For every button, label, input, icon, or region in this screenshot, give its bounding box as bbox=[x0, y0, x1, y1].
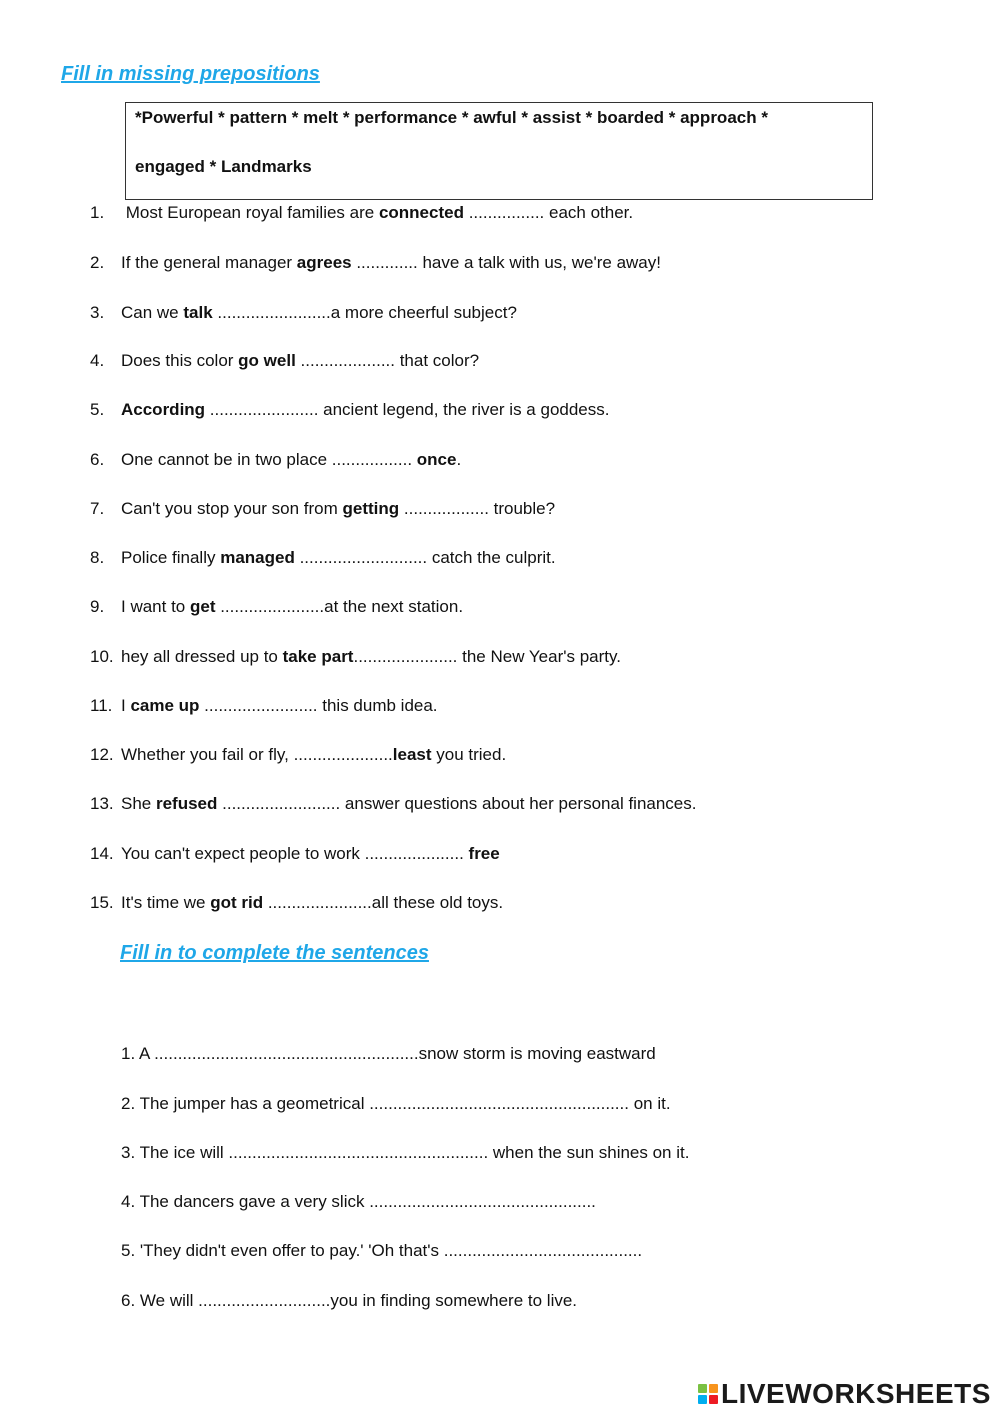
item-number: 3. bbox=[90, 303, 105, 322]
item-number: 5. bbox=[90, 400, 105, 419]
exercise-item bbox=[90, 843, 500, 865]
sentence-item: 4. The dancers gave a very slick ................................................ bbox=[121, 1192, 596, 1211]
item-number: 12. bbox=[90, 745, 114, 764]
item-text: ........................a more cheerful subject? bbox=[212, 303, 517, 322]
exercise-item bbox=[90, 547, 556, 569]
item-number: 11. bbox=[90, 696, 113, 715]
item-text: She bbox=[121, 794, 156, 813]
item-text: ........................... catch the culprit. bbox=[294, 548, 556, 567]
exercise-item bbox=[90, 498, 555, 520]
exercise-item bbox=[90, 399, 610, 421]
sentence-item: 6. We will ............................you in finding somewhere to live. bbox=[121, 1291, 578, 1310]
item-text: ......................... answer questions about her personal finances. bbox=[217, 794, 697, 813]
sentence-item: 1. A ........................................................snow storm is moving eastward bbox=[121, 1044, 656, 1063]
item-text: hey all dressed up to bbox=[121, 647, 283, 666]
item-text: ......................all these old toys. bbox=[263, 893, 504, 912]
exercise-item bbox=[90, 302, 517, 324]
exercise-item bbox=[90, 350, 479, 372]
section-heading-prepositions: Fill in missing prepositions bbox=[61, 63, 320, 85]
exercise-item bbox=[90, 202, 633, 224]
item-keyword: free bbox=[468, 844, 500, 863]
item-keyword: refused bbox=[155, 794, 218, 813]
exercise-item bbox=[90, 695, 438, 717]
item-text: Can we bbox=[121, 303, 184, 322]
item-keyword: got rid bbox=[210, 893, 264, 912]
item-number: 6. bbox=[90, 450, 105, 469]
item-text: Whether you fail or fly, ..................... bbox=[121, 745, 393, 764]
item-keyword: get bbox=[189, 597, 216, 616]
exercise-item bbox=[90, 252, 661, 274]
exercise-item bbox=[90, 449, 461, 471]
item-text: . bbox=[456, 450, 462, 469]
item-keyword: came up bbox=[130, 696, 200, 715]
sentence-item: 2. The jumper has a geometrical ....................................................... on it. bbox=[121, 1094, 671, 1113]
item-keyword: agrees bbox=[296, 253, 352, 272]
item-keyword: getting bbox=[342, 499, 400, 518]
exercise-item bbox=[90, 646, 621, 668]
item-text: Police finally bbox=[121, 548, 221, 567]
item-text: If the general manager bbox=[121, 253, 297, 272]
item-text: It's time we bbox=[121, 893, 211, 912]
item-number: 13. bbox=[90, 794, 114, 813]
exercise-item bbox=[90, 892, 503, 914]
item-number: 4. bbox=[90, 351, 105, 370]
item-text: I want to bbox=[121, 597, 190, 616]
item-text: you tried. bbox=[431, 745, 507, 764]
item-number: 2. bbox=[90, 253, 105, 272]
item-number: 7. bbox=[90, 499, 105, 518]
item-text: I bbox=[121, 696, 131, 715]
item-text: You can't expect people to work ..................... bbox=[121, 844, 469, 863]
item-text: One cannot be in two place ................. bbox=[121, 450, 417, 469]
item-text: Does this color bbox=[121, 351, 239, 370]
item-text: Most European royal families are bbox=[121, 203, 379, 222]
exercise-item bbox=[90, 793, 697, 815]
item-keyword: go well bbox=[238, 351, 296, 370]
liveworksheets-logo bbox=[698, 1378, 991, 1410]
sentence-item: 3. The ice will ....................................................... when the sun shines on it. bbox=[121, 1143, 690, 1162]
item-number: 8. bbox=[90, 548, 105, 567]
logo-blocks-icon bbox=[698, 1384, 718, 1404]
item-text: ........................ this dumb idea. bbox=[199, 696, 438, 715]
item-keyword: According bbox=[121, 400, 206, 419]
word-bank-line: *Powerful * pattern * melt * performance * awful * assist * boarded * approach * bbox=[135, 108, 768, 127]
item-text: Can't you stop your son from bbox=[121, 499, 343, 518]
item-keyword: connected bbox=[378, 203, 464, 222]
word-bank-box bbox=[125, 102, 873, 200]
item-text: ................ each other. bbox=[463, 203, 634, 222]
item-text: .................. trouble? bbox=[399, 499, 556, 518]
item-text: ....................... ancient legend, the river is a goddess. bbox=[205, 400, 610, 419]
word-bank-line: engaged * Landmarks bbox=[135, 157, 312, 176]
item-number: 1. bbox=[90, 203, 105, 222]
item-keyword: least bbox=[392, 745, 432, 764]
section-heading-complete: Fill in to complete the sentences bbox=[120, 942, 429, 964]
item-keyword: talk bbox=[183, 303, 213, 322]
sentence-item: 5. 'They didn't even offer to pay.' 'Oh that's .......................................... bbox=[121, 1241, 643, 1260]
item-number: 15. bbox=[90, 893, 114, 912]
item-keyword: once bbox=[416, 450, 457, 469]
item-text: .................... that color? bbox=[295, 351, 480, 370]
item-text: ......................at the next station. bbox=[215, 597, 464, 616]
item-number: 9. bbox=[90, 597, 105, 616]
item-number: 14. bbox=[90, 844, 114, 863]
item-text: ............. have a talk with us, we're away! bbox=[351, 253, 661, 272]
exercise-item bbox=[90, 596, 463, 618]
item-keyword: managed bbox=[220, 548, 295, 567]
logo-text: LIVEWORKSHEETS bbox=[721, 1378, 991, 1409]
exercise-item bbox=[90, 744, 506, 766]
item-text: ...................... the New Year's party. bbox=[353, 647, 621, 666]
item-number: 10. bbox=[90, 647, 114, 666]
item-keyword: take part bbox=[282, 647, 354, 666]
